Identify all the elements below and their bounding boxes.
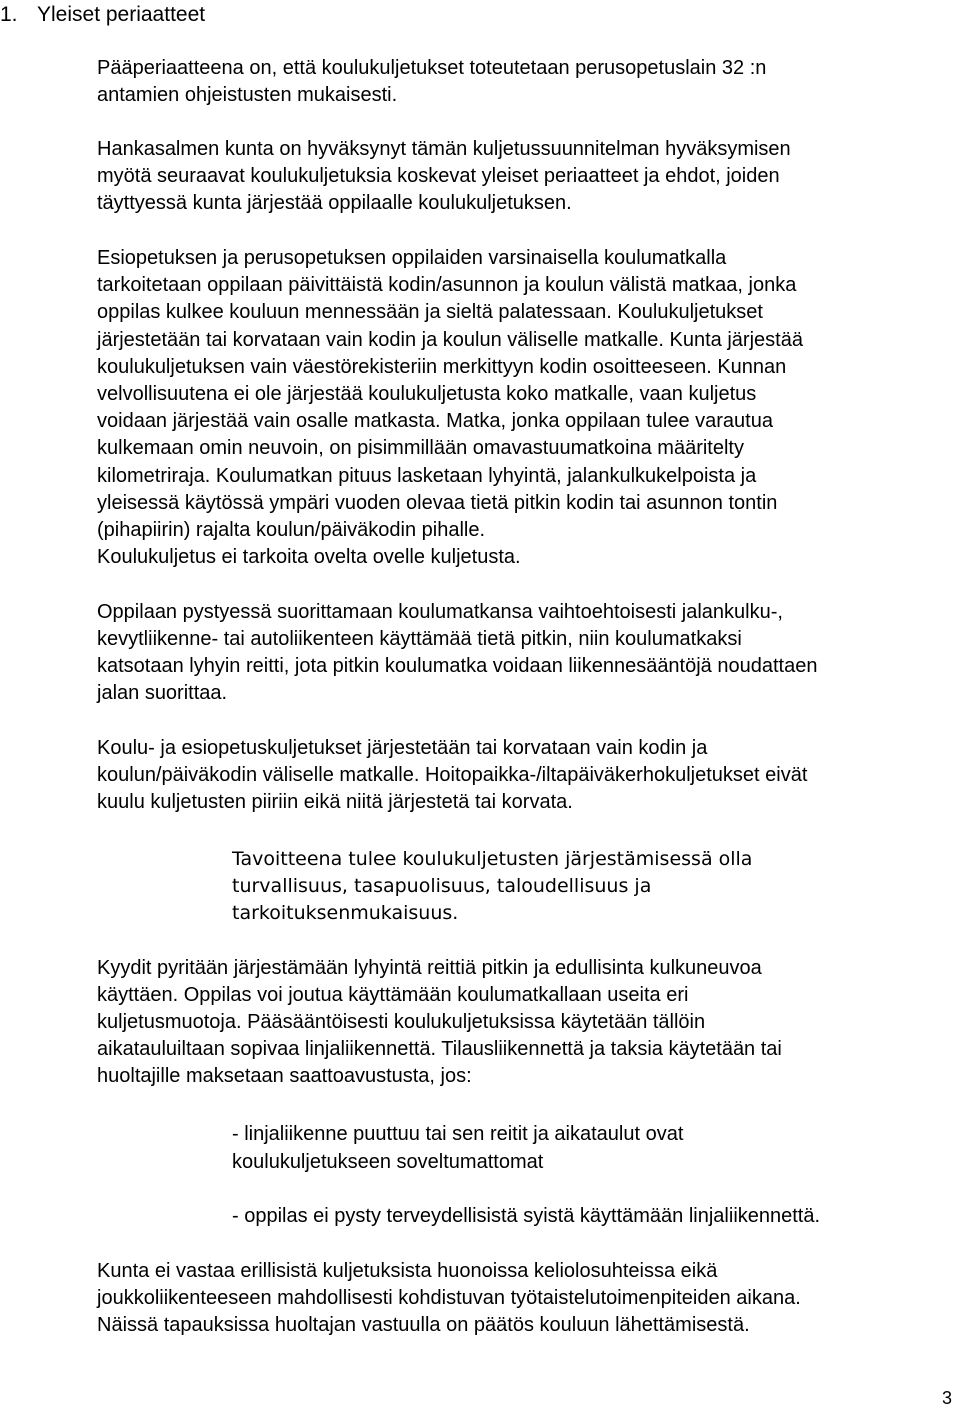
text-line: Tavoitteena tulee koulukuljetusten järjestämisessä olla: [232, 848, 753, 870]
text-line: jalan suorittaa.: [97, 682, 228, 704]
text-line: oppilas kulkee kouluun mennessään ja sieltä palatessaan. Koulukuljetukset: [97, 301, 763, 324]
text-line: Koulukuljetus ei tarkoita ovelta ovelle kuljetusta.: [97, 546, 521, 569]
text-line: tarkoitetaan oppilaan päivittäistä kodin/asunnon ja koulun välistä matkaa, jonka: [97, 274, 797, 297]
text-line: Esiopetuksen ja perusopetuksen oppilaiden varsinaisella koulumatkalla: [97, 247, 727, 269]
text-line: Koulu- ja esiopetuskuljetukset järjestetään tai korvataan vain kodin ja: [97, 737, 708, 759]
section-heading: [0, 2, 205, 28]
text-line: Näissä tapauksissa huoltajan vastuulla on päätös kouluun lähettämisestä.: [97, 1314, 750, 1336]
text-line: kuljetusmuotoja. Pääsääntöisesti koulukuljetuksissa käytetään tällöin: [97, 1011, 706, 1033]
condition-item: [232, 1120, 683, 1176]
paragraph-weather-liability: [97, 1258, 801, 1339]
paragraph-school-journey: [97, 245, 803, 571]
section-number: 1.: [0, 3, 18, 26]
text-line: turvallisuus, tasapuolisuus, taloudellisuus ja: [232, 875, 652, 897]
paragraph-alternative-route: [97, 599, 817, 707]
section-title: Yleiset periaatteet: [37, 3, 206, 26]
text-line: voidaan järjestää vain osalle matkasta. Matka, jonka oppilaan tulee varautua: [97, 410, 773, 433]
paragraph-route-selection: [97, 955, 782, 1090]
text-line: joukkoliikenteeseen mahdollisesti kohdistuvan työtaistelutoimenpiteiden aikana.: [97, 1287, 801, 1309]
text-line: koulukuljetukseen soveltumattomat: [232, 1151, 544, 1173]
text-line: - linjaliikenne puuttuu tai sen reitit ja aikataulut ovat: [232, 1123, 684, 1145]
text-line: kevytliikenne- tai autoliikenteen käyttämää tietä pitkin, niin koulumatkaksi: [97, 628, 742, 650]
text-line: yleisessä käytössä ympäri vuoden olevaa tietä pitkin kodin tai asunnon tontin: [97, 491, 778, 514]
text-line: tarkoituksenmukaisuus.: [232, 902, 459, 924]
text-line: koulun/päiväkodin väliselle matkalle. Hoitopaikka-/iltapäiväkerhokuljetukset eivät: [97, 764, 808, 786]
text-line: Hankasalmen kunta on hyväksynyt tämän kuljetussuunnitelman hyväksymisen: [97, 138, 791, 160]
text-line: täyttyessä kunta järjestää oppilaalle koulukuljetuksen.: [97, 192, 572, 214]
condition-item: [232, 1202, 820, 1230]
text-line: kulkemaan omin neuvoin, on pisimmillään omavastuumatkoina määritelty: [97, 437, 744, 460]
text-line: Kyydit pyritään järjestämään lyhyintä reittiä pitkin ja edullisinta kulkuneuvoa: [97, 957, 762, 979]
text-line: antamien ohjeistusten mukaisesti.: [97, 84, 398, 106]
paragraph-approval: [97, 136, 791, 217]
text-line: Oppilaan pystyessä suorittamaan koulumatkansa vaihtoehtoisesti jalankulku-,: [97, 601, 783, 623]
text-line: koulukuljetuksen vain väestörekisteriin merkittyyn kodin osoitteeseen. Kunnan: [97, 355, 787, 378]
text-line: myötä seuraavat koulukuljetuksia koskevat yleiset periaatteet ja ehdot, joiden: [97, 165, 780, 187]
text-line: huoltajille maksetaan saattoavustusta, jos:: [97, 1065, 472, 1087]
text-line: Kunta ei vastaa erillisistä kuljetuksista huonoissa keliolosuhteissa eikä: [97, 1260, 718, 1282]
goal-statement: [232, 846, 752, 927]
text-line: - oppilas ei pysty terveydellisistä syistä käyttämään linjaliikennettä.: [232, 1205, 821, 1227]
paragraph-preschool-transport: [97, 735, 807, 816]
text-line: käyttäen. Oppilas voi joutua käyttämään koulumatkallaan useita eri: [97, 984, 689, 1006]
text-line: aikatauluiltaan sopivaa linjaliikennettä. Tilausliikennettä ja taksia käytetään tai: [97, 1038, 782, 1060]
text-line: velvollisuutena ei ole järjestää koulukuljetusta koko matkalle, vaan kuljetus: [97, 383, 757, 406]
page-number: 3: [941, 1388, 952, 1408]
text-line: katsotaan lyhyin reitti, jota pitkin koulumatka voidaan liikennesääntöjä noudattaen: [97, 655, 818, 677]
paragraph-principle: [97, 55, 766, 109]
text-line: Pääperiaatteena on, että koulukuljetukset toteutetaan perusopetuslain 32 :n: [97, 57, 767, 79]
text-line: järjestetään tai korvataan vain kodin ja koulun väliselle matkalle. Kunta järjestää: [97, 328, 803, 351]
text-line: kuulu kuljetusten piiriin eikä niitä järjestetä tai korvata.: [97, 791, 573, 813]
text-line: (pihapiirin) rajalta koulun/päiväkodin pihalle.: [97, 519, 486, 542]
text-line: kilometriraja. Koulumatkan pituus lasketaan lyhyintä, jalankulkukelpoista ja: [97, 464, 757, 487]
